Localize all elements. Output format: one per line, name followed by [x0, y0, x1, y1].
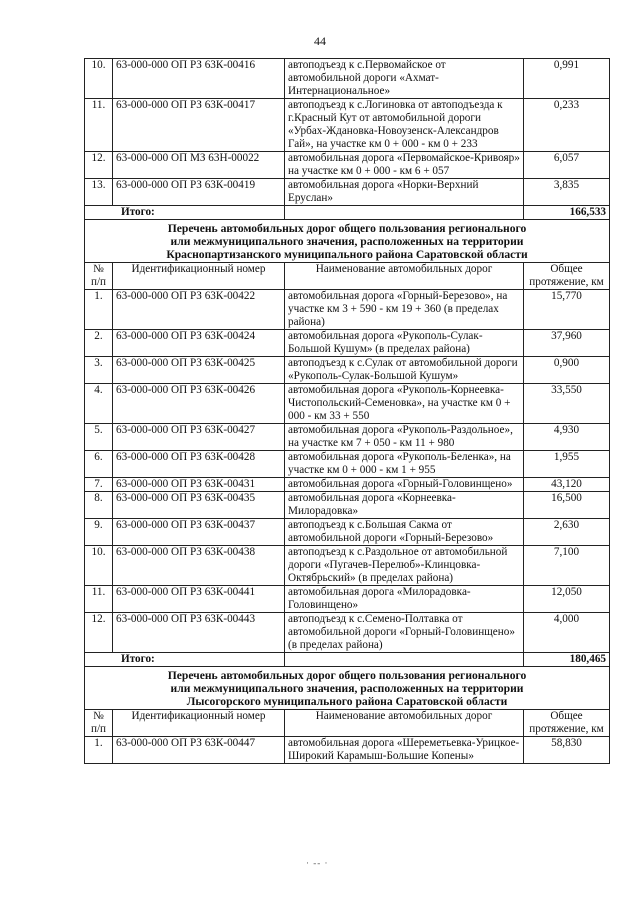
row-number: 11.	[85, 99, 113, 152]
road-identifier: 63-000-000 ОП РЗ 63К-00447	[113, 737, 285, 764]
table-row	[85, 152, 610, 179]
road-name: автоподъезд к с.Сулак от автомобильной дороги «Рукополь-Сулак-Большой Кушум»	[285, 357, 524, 384]
road-identifier: 63-000-000 ОП РЗ 63К-00422	[113, 290, 285, 330]
road-identifier: 63-000-000 ОП РЗ 63К-00416	[113, 59, 285, 99]
table-row	[85, 586, 610, 613]
row-number: 10.	[85, 546, 113, 586]
road-identifier: 63-000-000 ОП РЗ 63К-00425	[113, 357, 285, 384]
table-row	[85, 546, 610, 586]
table-row	[85, 384, 610, 424]
road-name: автомобильная дорога «Рукополь-Раздольное», на участке км 7 + 050 - км 11 + 980	[285, 424, 524, 451]
header-name: Наименование автомобильных дорог	[285, 710, 524, 737]
total-row	[85, 206, 610, 220]
section-title-line: Перечень автомобильных дорог общего пользования регионального	[167, 222, 527, 235]
road-name: автомобильная дорога «Рукополь-Беленка», на участке км 0 + 000 - км 1 + 955	[285, 451, 524, 478]
row-number: 12.	[85, 152, 113, 179]
road-name: автомобильная дорога «Милорадовка-Головинщено»	[285, 586, 524, 613]
row-number: 8.	[85, 492, 113, 519]
row-number: 3.	[85, 357, 113, 384]
road-length: 2,630	[524, 519, 610, 546]
road-length: 15,770	[524, 290, 610, 330]
road-length: 0,900	[524, 357, 610, 384]
section-title-line: или межмуниципального значения, расположенных на территории	[170, 682, 524, 695]
row-number: 1.	[85, 290, 113, 330]
table-row	[85, 424, 610, 451]
road-identifier: 63-000-000 ОП РЗ 63К-00424	[113, 330, 285, 357]
road-identifier: 63-000-000 ОП РЗ 63К-00438	[113, 546, 285, 586]
footer-mark: · -- ·	[306, 858, 329, 868]
road-name: автоподъезд к с.Раздольное от автомобильной дороги «Пугачев-Перелюб»-Клинцовка-Октябрьский» (в пределах района)	[285, 546, 524, 586]
section-title	[85, 667, 610, 710]
road-identifier: 63-000-000 ОП РЗ 63К-00435	[113, 492, 285, 519]
road-identifier: 63-000-000 ОП МЗ 63Н-00022	[113, 152, 285, 179]
road-name: автомобильная дорога «Горный-Головинщено»	[285, 478, 524, 492]
table-row	[85, 613, 610, 653]
table-row	[85, 737, 610, 764]
total-row	[85, 653, 610, 667]
road-name: автомобильная дорога «Норки-Верхний Еруслан»	[285, 179, 524, 206]
road-length: 3,835	[524, 179, 610, 206]
road-name: автомобильная дорога «Шереметьевка-Урицкое-Широкий Карамыш-Большие Копены»	[285, 737, 524, 764]
road-length: 58,830	[524, 737, 610, 764]
total-value: 166,533	[524, 206, 610, 220]
road-name: автомобильная дорога «Рукополь-Корнеевка-Чистопольский-Семеновка», на участке км 0 + 000 - км 33 + 550	[285, 384, 524, 424]
column-header-row	[85, 710, 610, 737]
road-name: автоподъезд к с.Первомайское от автомобильной дороги «Ахмат-Интернациональное»	[285, 59, 524, 99]
section-title	[85, 220, 610, 263]
road-identifier: 63-000-000 ОП РЗ 63К-00426	[113, 384, 285, 424]
road-name: автомобильная дорога «Рукополь-Сулак-Большой Кушум» (в пределах района)	[285, 330, 524, 357]
table-row	[85, 519, 610, 546]
road-length: 16,500	[524, 492, 610, 519]
road-name: автоподъезд к с.Большая Сакма от автомобильной дороги «Горный-Березово»	[285, 519, 524, 546]
row-number: 6.	[85, 451, 113, 478]
road-identifier: 63-000-000 ОП РЗ 63К-00443	[113, 613, 285, 653]
table-row	[85, 451, 610, 478]
column-header-row	[85, 263, 610, 290]
header-length: Общее протяжение, км	[524, 710, 610, 737]
road-identifier: 63-000-000 ОП РЗ 63К-00428	[113, 451, 285, 478]
header-identifier: Идентификационный номер	[113, 710, 285, 737]
road-list-document	[84, 58, 609, 764]
total-value: 180,465	[524, 653, 610, 667]
road-identifier: 63-000-000 ОП РЗ 63К-00441	[113, 586, 285, 613]
header-name: Наименование автомобильных дорог	[285, 263, 524, 290]
table-row	[85, 330, 610, 357]
header-length: Общее протяжение, км	[524, 263, 610, 290]
road-length: 4,930	[524, 424, 610, 451]
road-identifier: 63-000-000 ОП РЗ 63К-00437	[113, 519, 285, 546]
section-title-row	[85, 220, 610, 263]
header-number: № п/п	[85, 710, 113, 737]
row-number: 2.	[85, 330, 113, 357]
road-length: 6,057	[524, 152, 610, 179]
row-number: 12.	[85, 613, 113, 653]
table-row	[85, 179, 610, 206]
section-title-line: или межмуниципального значения, расположенных на территории	[170, 235, 524, 248]
table-row	[85, 59, 610, 99]
road-length: 0,233	[524, 99, 610, 152]
road-identifier: 63-000-000 ОП РЗ 63К-00427	[113, 424, 285, 451]
header-identifier: Идентификационный номер	[113, 263, 285, 290]
road-identifier: 63-000-000 ОП РЗ 63К-00417	[113, 99, 285, 152]
section-title-line: Краснопартизанского муниципального района Саратовской области	[166, 248, 528, 261]
total-empty-cell	[285, 206, 524, 220]
road-length: 43,120	[524, 478, 610, 492]
page-number: 44	[314, 34, 326, 48]
road-name: автоподъезд к с.Логиновка от автоподъезда к г.Красный Кут от автомобильной дороги «Урбах-Ждановка-Новоузенск-Александров Гай», на участке км 0 + 000 - км 0 + 233	[285, 99, 524, 152]
row-number: 4.	[85, 384, 113, 424]
road-length: 4,000	[524, 613, 610, 653]
header-number: № п/п	[85, 263, 113, 290]
row-number: 1.	[85, 737, 113, 764]
row-number: 10.	[85, 59, 113, 99]
section-title-line: Перечень автомобильных дорог общего пользования регионального	[167, 669, 527, 682]
table-row	[85, 357, 610, 384]
row-number: 5.	[85, 424, 113, 451]
road-name: автоподъезд к с.Семено-Полтавка от автомобильной дороги «Горный-Головинщено» (в пределах района)	[285, 613, 524, 653]
road-length: 33,550	[524, 384, 610, 424]
section-title-row	[85, 667, 610, 710]
road-table	[84, 58, 610, 764]
row-number: 9.	[85, 519, 113, 546]
row-number: 13.	[85, 179, 113, 206]
row-number: 11.	[85, 586, 113, 613]
road-length: 1,955	[524, 451, 610, 478]
total-label: Итого:	[85, 206, 285, 220]
total-label: Итого:	[85, 653, 285, 667]
road-name: автомобильная дорога «Горный-Березово», на участке км 3 + 590 - км 19 + 360 (в пределах района)	[285, 290, 524, 330]
section-title-line: Лысогорского муниципального района Саратовской области	[186, 695, 508, 708]
road-name: автомобильная дорога «Корнеевка-Милорадовка»	[285, 492, 524, 519]
table-row	[85, 290, 610, 330]
table-row	[85, 478, 610, 492]
road-identifier: 63-000-000 ОП РЗ 63К-00419	[113, 179, 285, 206]
road-identifier: 63-000-000 ОП РЗ 63К-00431	[113, 478, 285, 492]
table-row	[85, 99, 610, 152]
table-row	[85, 492, 610, 519]
row-number: 7.	[85, 478, 113, 492]
road-length: 37,960	[524, 330, 610, 357]
road-length: 7,100	[524, 546, 610, 586]
total-empty-cell	[285, 653, 524, 667]
road-length: 0,991	[524, 59, 610, 99]
road-length: 12,050	[524, 586, 610, 613]
road-name: автомобильная дорога «Первомайское-Кривояр» на участке км 0 + 000 - км 6 + 057	[285, 152, 524, 179]
